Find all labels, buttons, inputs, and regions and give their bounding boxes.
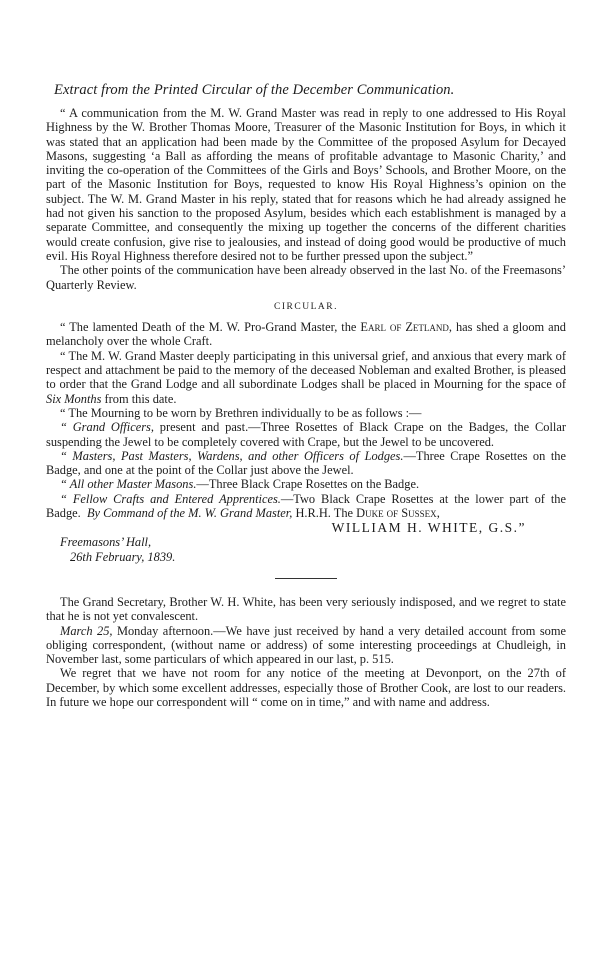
- text-segment: “ The: [60, 320, 89, 335]
- march-notice-paragraph: [46, 624, 566, 667]
- signature-date: 26th February, 1839.: [70, 549, 176, 564]
- section-divider: [275, 578, 337, 579]
- circular-death-paragraph: [46, 320, 566, 349]
- masters-paragraph: [46, 449, 566, 478]
- earl-name: Earl of Zetland: [360, 320, 449, 335]
- command-text: By Command of the M. W. Grand Master,: [86, 506, 293, 521]
- communication-paragraph: “ A communication from the M. W. Grand Master was read in reply to one addressed to His Royal Highness by the W. Brother Thomas Moore, Treasurer of the Masonic Institution for Boys, in which it was stated that an application had been made by the Committee of the proposed Asylum for Decayed Masons, suggesting ‘a Ball as affording the means of profitable advantage to Masonic Charity,’ and inviting the co-operation of the Committees of the Girls and Boys’ Schools, and Brother Moore, on the part of the Masonic Institution for Boys, requested to know His Royal Highness’s opinion on the subject. The W. M. Grand Master in his reply, stated that for reasons which he had already assigned he had not given his sanction to the proposed Asylum, besides which each establishment is managed by a separate Committee, and consequently the mixing up together the concerns of the different charities would create confusion, give rise to jealousies, and instead of doing good would be productive of much evil. His Royal Highness therefore desired not to be further pressed upon the subject.”: [46, 106, 566, 263]
- signature: WILLIAM H. WHITE, G.S.”: [331, 520, 526, 536]
- extract-heading: Extract from the Printed Circular of the December Communication.: [54, 82, 455, 98]
- circular-title: CIRCULAR.: [274, 301, 338, 312]
- text-segment: from this date.: [101, 391, 177, 406]
- text-segment: —Three Black Crape Rosettes on the Badge.: [196, 477, 420, 492]
- text-segment: “ All other Master Masons.: [60, 477, 197, 492]
- duke-name: Duke of Sussex: [356, 506, 437, 521]
- text-segment: H.R.H. The: [295, 506, 354, 521]
- devonport-paragraph: We regret that we have not room for any notice of the meeting at Devonport, on the 27th of December, by which some excellent addresses, especially those of Brother Cook, are lost to our readers. In future we hope our correspondent will “ come on in time,” and with name and address.: [46, 666, 566, 709]
- mourning-intro-paragraph: “ The Mourning to be worn by Brethren individually to be as follows :—: [60, 405, 422, 420]
- signature-place: Freemasons’ Hall,: [60, 535, 152, 550]
- text-segment: lamented Death of the M. W. Pro-Grand Master, the: [92, 320, 357, 335]
- grand-officers-paragraph: [46, 420, 566, 449]
- text-segment: ,: [436, 506, 440, 521]
- text-segment: —Three Crape Rosettes on the Badge, and one at the point of the Collar just above the Jewel.: [46, 448, 566, 478]
- text-segment: “ The M. W. Grand Master deeply participating in this universal grief, and anxious that every mark of respect and attachment be paid to the memory of the deceased Nobleman and exalted Brother, is pleased to order that the Grand Lodge and all subordinate Lodges shall be placed in Mourning for the space of: [46, 348, 566, 392]
- fellow-crafts-paragraph: [46, 492, 566, 521]
- text-segment: —Two Black Crape Rosettes at the lower part of the Badge.: [46, 491, 566, 521]
- document-page: [46, 80, 566, 709]
- mourning-order-paragraph: [46, 349, 566, 406]
- text-segment: present and past.—Three Rosettes of Black Crape on the Badges, the Collar suspending the Jewel to be completely covered with Crape, but the Jewel to be uncovered.: [46, 420, 566, 449]
- six-months-text: Six Months: [46, 391, 102, 406]
- text-segment: “ Grand Officers,: [60, 420, 154, 435]
- grand-secretary-paragraph: The Grand Secretary, Brother W. H. White, has been very seriously indisposed, and we regret to state that he is not yet convalescent.: [46, 594, 566, 624]
- text-segment: Monday afternoon.—We have just received by hand a very detailed account from some obliging correspondent, (without name or address) of some interesting proceedings at Chudleigh, in November last, some particulars of which appeared in our last, p. 515.: [46, 623, 566, 667]
- text-segment: “ Masters, Past Masters, Wardens, and other Officers of Lodges.: [60, 448, 404, 463]
- text-segment: “ Fellow Crafts and Entered Apprentices.: [60, 491, 281, 506]
- other-points-paragraph: The other points of the communication have been already observed in the last No. of the Freemasons’ Quarterly Review.: [46, 263, 566, 292]
- text-segment: March 25,: [60, 623, 113, 638]
- master-masons-paragraph: [46, 477, 566, 491]
- text-segment: , has shed a gloom and melancholy over the whole Craft.: [46, 320, 566, 349]
